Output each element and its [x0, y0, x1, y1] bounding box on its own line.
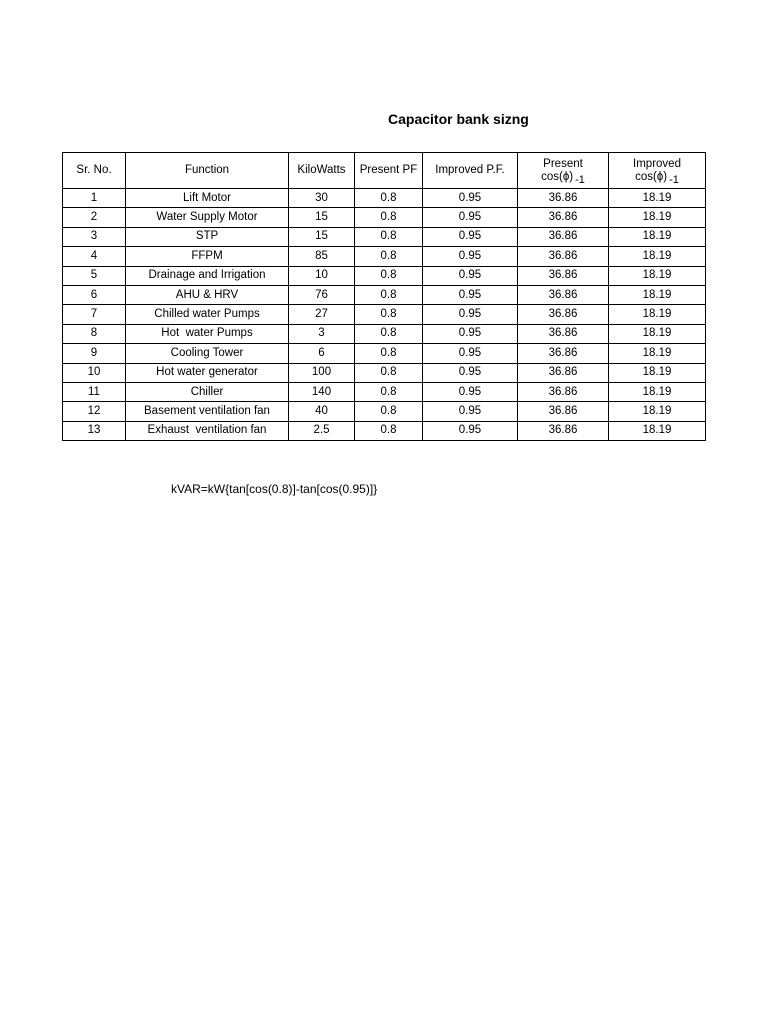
cell-improved-angle: 18.19: [609, 363, 706, 382]
cell-present-angle: 36.86: [518, 247, 609, 266]
table-row: [63, 285, 706, 304]
cell-kilowatts: 40: [289, 402, 355, 421]
cell-present-angle: 36.86: [518, 402, 609, 421]
cell-improved-pf: 0.95: [423, 305, 518, 324]
cell-present-pf: 0.8: [355, 227, 423, 246]
cell-sr-no: 6: [63, 285, 126, 304]
cell-improved-pf: 0.95: [423, 324, 518, 343]
cell-sr-no: 3: [63, 227, 126, 246]
cell-improved-pf: 0.95: [423, 285, 518, 304]
cell-present-pf: 0.8: [355, 324, 423, 343]
cell-present-pf: 0.8: [355, 344, 423, 363]
cell-improved-pf: 0.95: [423, 382, 518, 401]
table-row: [63, 227, 706, 246]
cell-improved-pf: 0.95: [423, 421, 518, 440]
cell-present-angle: 36.86: [518, 344, 609, 363]
cell-present-angle: 36.86: [518, 285, 609, 304]
header-present-angle-line2-wrap: [520, 171, 606, 184]
cell-present-angle: 36.86: [518, 305, 609, 324]
cell-improved-pf: 0.95: [423, 227, 518, 246]
cell-sr-no: 9: [63, 344, 126, 363]
cell-function: Chilled water Pumps: [126, 305, 289, 324]
table-row: [63, 344, 706, 363]
cell-present-angle: 36.86: [518, 266, 609, 285]
header-present-angle-line2: cos(ϕ): [541, 170, 574, 183]
cell-kilowatts: 3: [289, 324, 355, 343]
table-row: [63, 402, 706, 421]
cell-present-pf: 0.8: [355, 208, 423, 227]
header-present-pf: Present PF: [355, 153, 423, 189]
cell-present-angle: 36.86: [518, 227, 609, 246]
cell-function: Cooling Tower: [126, 344, 289, 363]
cell-function: Chiller: [126, 382, 289, 401]
cell-sr-no: 2: [63, 208, 126, 227]
cell-present-pf: 0.8: [355, 402, 423, 421]
cell-kilowatts: 10: [289, 266, 355, 285]
cell-present-pf: 0.8: [355, 285, 423, 304]
header-improved-angle-line2: cos(ϕ): [635, 170, 668, 183]
page-title: Capacitor bank sizng: [388, 111, 529, 127]
header-sr-no: Sr. No.: [63, 153, 126, 189]
header-improved-angle-line2-wrap: [611, 171, 703, 184]
cell-kilowatts: 15: [289, 208, 355, 227]
cell-function: Drainage and Irrigation: [126, 266, 289, 285]
cell-improved-angle: 18.19: [609, 227, 706, 246]
header-improved-angle-sup: -1: [669, 173, 679, 186]
header-present-angle-sup: -1: [575, 173, 585, 186]
cell-present-pf: 0.8: [355, 421, 423, 440]
cell-improved-pf: 0.95: [423, 266, 518, 285]
cell-function: AHU & HRV: [126, 285, 289, 304]
table-row: [63, 208, 706, 227]
table-row: [63, 305, 706, 324]
cell-kilowatts: 27: [289, 305, 355, 324]
cell-sr-no: 12: [63, 402, 126, 421]
cell-improved-angle: 18.19: [609, 324, 706, 343]
cell-kilowatts: 6: [289, 344, 355, 363]
cell-improved-pf: 0.95: [423, 363, 518, 382]
header-present-angle-line1: Present: [543, 157, 583, 170]
cell-present-angle: 36.86: [518, 324, 609, 343]
cell-function: Water Supply Motor: [126, 208, 289, 227]
cell-kilowatts: 85: [289, 247, 355, 266]
header-improved-pf: Improved P.F.: [423, 153, 518, 189]
cell-function: Hot water generator: [126, 363, 289, 382]
cell-improved-pf: 0.95: [423, 402, 518, 421]
cell-improved-pf: 0.95: [423, 344, 518, 363]
cell-improved-angle: 18.19: [609, 189, 706, 208]
cell-kilowatts: 2.5: [289, 421, 355, 440]
cell-improved-angle: 18.19: [609, 208, 706, 227]
cell-sr-no: 13: [63, 421, 126, 440]
header-kilowatts: KiloWatts: [289, 153, 355, 189]
cell-kilowatts: 15: [289, 227, 355, 246]
cell-function: FFPM: [126, 247, 289, 266]
cell-kilowatts: 30: [289, 189, 355, 208]
cell-function: Exhaust ventilation fan: [126, 421, 289, 440]
header-improved-angle: [609, 153, 706, 189]
cell-present-pf: 0.8: [355, 382, 423, 401]
header-present-angle: [518, 153, 609, 189]
cell-sr-no: 7: [63, 305, 126, 324]
cell-improved-angle: 18.19: [609, 421, 706, 440]
cell-present-angle: 36.86: [518, 363, 609, 382]
cell-present-angle: 36.86: [518, 189, 609, 208]
cell-improved-angle: 18.19: [609, 344, 706, 363]
cell-function: Basement ventilation fan: [126, 402, 289, 421]
cell-kilowatts: 100: [289, 363, 355, 382]
cell-present-angle: 36.86: [518, 208, 609, 227]
cell-present-pf: 0.8: [355, 305, 423, 324]
table-row: [63, 421, 706, 440]
cell-improved-angle: 18.19: [609, 305, 706, 324]
cell-present-pf: 0.8: [355, 363, 423, 382]
cell-improved-pf: 0.95: [423, 208, 518, 227]
table-row: [63, 266, 706, 285]
cell-present-angle: 36.86: [518, 382, 609, 401]
cell-sr-no: 10: [63, 363, 126, 382]
table-row: [63, 324, 706, 343]
cell-sr-no: 11: [63, 382, 126, 401]
cell-present-angle: 36.86: [518, 421, 609, 440]
cell-kilowatts: 140: [289, 382, 355, 401]
table-header-row: [63, 153, 706, 189]
table-row: [63, 363, 706, 382]
cell-sr-no: 1: [63, 189, 126, 208]
cell-improved-angle: 18.19: [609, 247, 706, 266]
cell-present-pf: 0.8: [355, 189, 423, 208]
cell-improved-angle: 18.19: [609, 266, 706, 285]
kvar-formula: kVAR=kW{tan[cos(0.8)]-tan[cos(0.95)]}: [171, 482, 378, 496]
cell-function: STP: [126, 227, 289, 246]
cell-kilowatts: 76: [289, 285, 355, 304]
header-improved-angle-line1: Improved: [633, 157, 681, 170]
cell-present-pf: 0.8: [355, 266, 423, 285]
cell-improved-angle: 18.19: [609, 285, 706, 304]
cell-function: Hot water Pumps: [126, 324, 289, 343]
cell-sr-no: 8: [63, 324, 126, 343]
cell-function: Lift Motor: [126, 189, 289, 208]
cell-improved-angle: 18.19: [609, 382, 706, 401]
table-row: [63, 247, 706, 266]
capacitor-bank-table: [62, 152, 706, 441]
table-row: [63, 382, 706, 401]
cell-improved-pf: 0.95: [423, 247, 518, 266]
cell-sr-no: 4: [63, 247, 126, 266]
table-row: [63, 189, 706, 208]
header-function: Function: [126, 153, 289, 189]
cell-sr-no: 5: [63, 266, 126, 285]
cell-improved-pf: 0.95: [423, 189, 518, 208]
cell-improved-angle: 18.19: [609, 402, 706, 421]
cell-present-pf: 0.8: [355, 247, 423, 266]
